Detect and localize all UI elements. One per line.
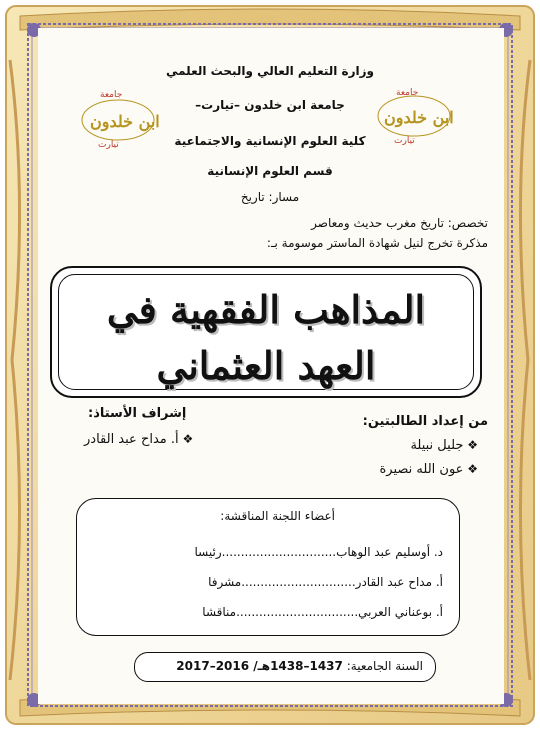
seal-left-line3: تيارت	[98, 140, 119, 150]
thesis-intro: مذكرة تخرج لنيل شهادة الماستر موسومة بـ:	[266, 236, 488, 250]
students-label: من إعداد الطالبتين:	[362, 414, 488, 429]
seal-right-line1: جامعة	[396, 88, 419, 98]
academic-year-label: السنة الجامعية:	[346, 659, 423, 673]
member-name: أ. مداح عبد القادر	[355, 575, 443, 589]
seal-right-line2: ابن خلدون	[384, 108, 454, 127]
committee-heading: أعضاء اللجنة المناقشة:	[220, 509, 335, 523]
university-name: جامعة ابن خلدون –تيارت–	[195, 98, 345, 112]
faculty-name: كلية العلوم الإنسانية والاجتماعية	[174, 134, 366, 148]
member-role: مناقشا	[202, 605, 237, 619]
thesis-title-box	[50, 266, 482, 398]
student-name: عون الله نصيرة	[379, 462, 464, 477]
diamond-bullet-icon: ❖	[178, 432, 194, 446]
academic-year-value: 1437–1438هـ/ 2016–2017	[176, 659, 343, 673]
member-role: مشرفا	[208, 575, 242, 589]
diamond-bullet-icon: ❖	[463, 462, 478, 476]
dotted-leader: ..............................	[241, 575, 356, 589]
student-name: جليل نبيلة	[410, 438, 464, 453]
seal-left-line1: جامعة	[100, 90, 123, 100]
member-name: أ. بوعناني العربي	[358, 605, 443, 619]
academic-year-line	[176, 659, 423, 673]
supervisor-name: أ. مداح عبد القادر	[84, 432, 179, 447]
committee-member-2	[93, 575, 443, 589]
supervisor-label: إشراف الأستاذ:	[88, 406, 187, 421]
student-item-1	[410, 438, 478, 453]
seal-right-line3: تيارت	[394, 136, 415, 146]
dotted-leader: ................................	[236, 605, 359, 619]
track-label: مسار: تاريخ	[240, 190, 300, 204]
committee-member-1	[93, 545, 443, 559]
ministry-name: وزارة التعليم العالي والبحث العلمي	[165, 64, 375, 78]
member-role: رئيسا	[194, 545, 222, 559]
committee-box	[76, 498, 460, 636]
dotted-leader: ..............................	[221, 545, 337, 559]
specialty-label: تخصص: تاريخ مغرب حديث ومعاصر	[311, 216, 488, 230]
academic-year-box	[134, 652, 436, 682]
thesis-title: المذاهب الفقهية في العهد العثماني	[106, 287, 426, 388]
supervisor-item	[84, 432, 193, 447]
member-name: د. أوسليم عبد الوهاب	[336, 545, 443, 559]
committee-member-3	[93, 605, 443, 619]
student-item-2	[379, 462, 478, 477]
diamond-bullet-icon: ❖	[463, 438, 478, 452]
department-name: قسم العلوم الإنسانية	[207, 164, 333, 178]
seal-left-line2: ابن خلدون	[90, 112, 160, 131]
